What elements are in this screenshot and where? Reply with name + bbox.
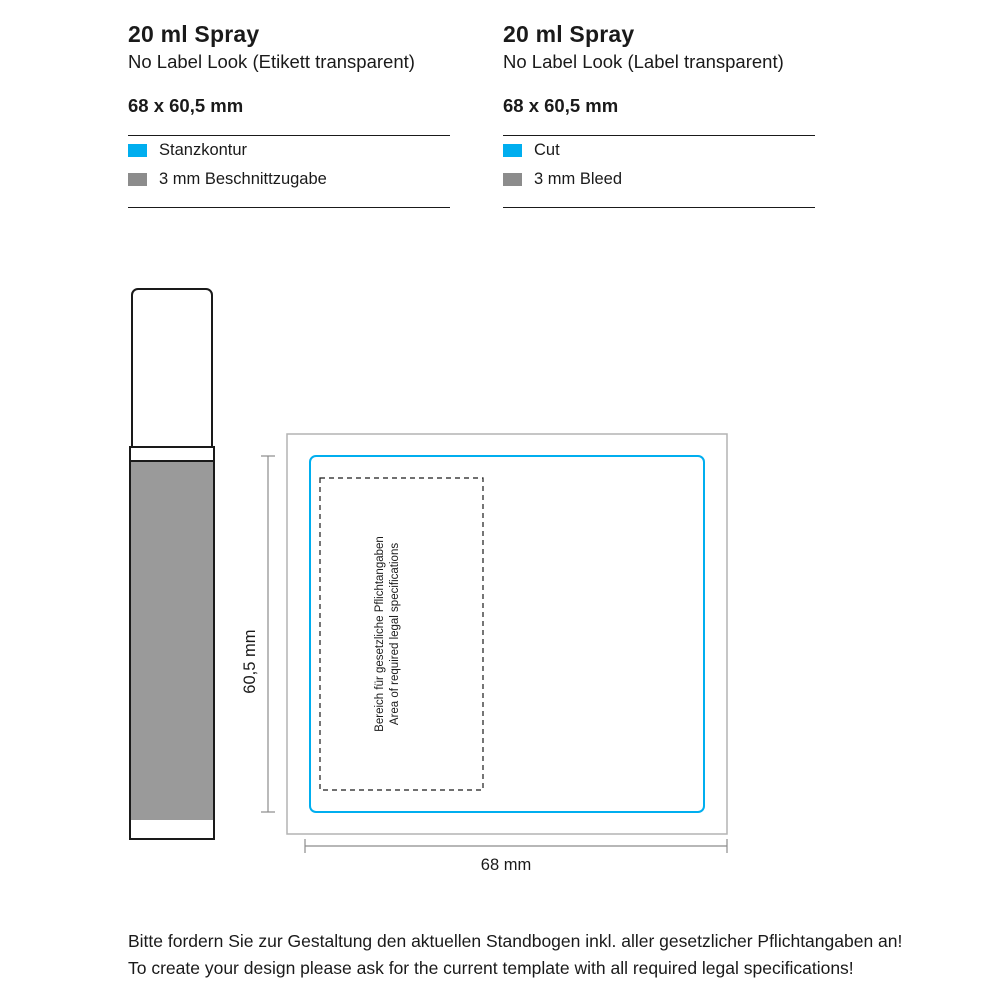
height-measure-line	[261, 456, 275, 812]
legend-label-bleed-en: 3 mm Bleed	[534, 170, 623, 189]
legend-label-cut-en: Cut	[534, 141, 560, 160]
bottle-label-bleed-area	[131, 462, 213, 820]
width-measure-line	[305, 839, 727, 853]
product-dimensions-de: 68 x 60,5 mm	[128, 95, 244, 117]
divider-bottom-de	[128, 207, 450, 208]
legal-area-caption-de: Bereich für gesetzliche Pflichtangaben	[374, 536, 386, 732]
legend-item-bleed-de	[128, 165, 450, 194]
width-dimension-label: 68 mm	[480, 856, 532, 874]
legend-de	[128, 136, 450, 194]
legend-label-bleed-de: 3 mm Beschnittzugabe	[159, 170, 327, 189]
product-subtitle-de: No Label Look (Etikett transparent)	[128, 51, 415, 73]
bottle-cap	[132, 289, 212, 447]
product-subtitle-en: No Label Look (Label transparent)	[503, 51, 784, 73]
label-artboard	[240, 432, 760, 867]
color-swatch-cyan-icon	[503, 144, 522, 157]
spec-column-en	[503, 20, 815, 208]
footer-note-de: Bitte fordern Sie zur Gestaltung den aktuellen Standbogen inkl. aller gesetzlicher Pflichtangaben an!	[128, 931, 903, 951]
width-dimension-label-wrap	[0, 856, 1000, 875]
product-title-en: 20 ml Spray	[503, 21, 635, 47]
legal-area-caption-en: Area of required legal specifications	[389, 542, 401, 726]
bleed-boundary	[287, 434, 727, 834]
bottle-illustration	[128, 287, 248, 852]
product-dimensions-en: 68 x 60,5 mm	[503, 95, 619, 117]
legend-en	[503, 136, 815, 194]
footer-note	[128, 928, 928, 981]
legend-item-bleed-en	[503, 165, 815, 194]
legend-item-cut-en	[503, 136, 815, 165]
height-dimension-label: 60,5 mm	[241, 629, 260, 694]
legend-item-cut-de	[128, 136, 450, 165]
color-swatch-gray-icon	[503, 173, 522, 186]
divider-bottom-en	[503, 207, 815, 208]
bottle-neck-band	[130, 447, 214, 461]
color-swatch-gray-icon	[128, 173, 147, 186]
spec-column-de	[128, 20, 450, 208]
color-swatch-cyan-icon	[128, 144, 147, 157]
legend-label-cut-de: Stanzkontur	[159, 141, 248, 160]
footer-note-en: To create your design please ask for the current template with all required legal specifications!	[128, 957, 854, 978]
product-title-de: 20 ml Spray	[128, 21, 260, 47]
